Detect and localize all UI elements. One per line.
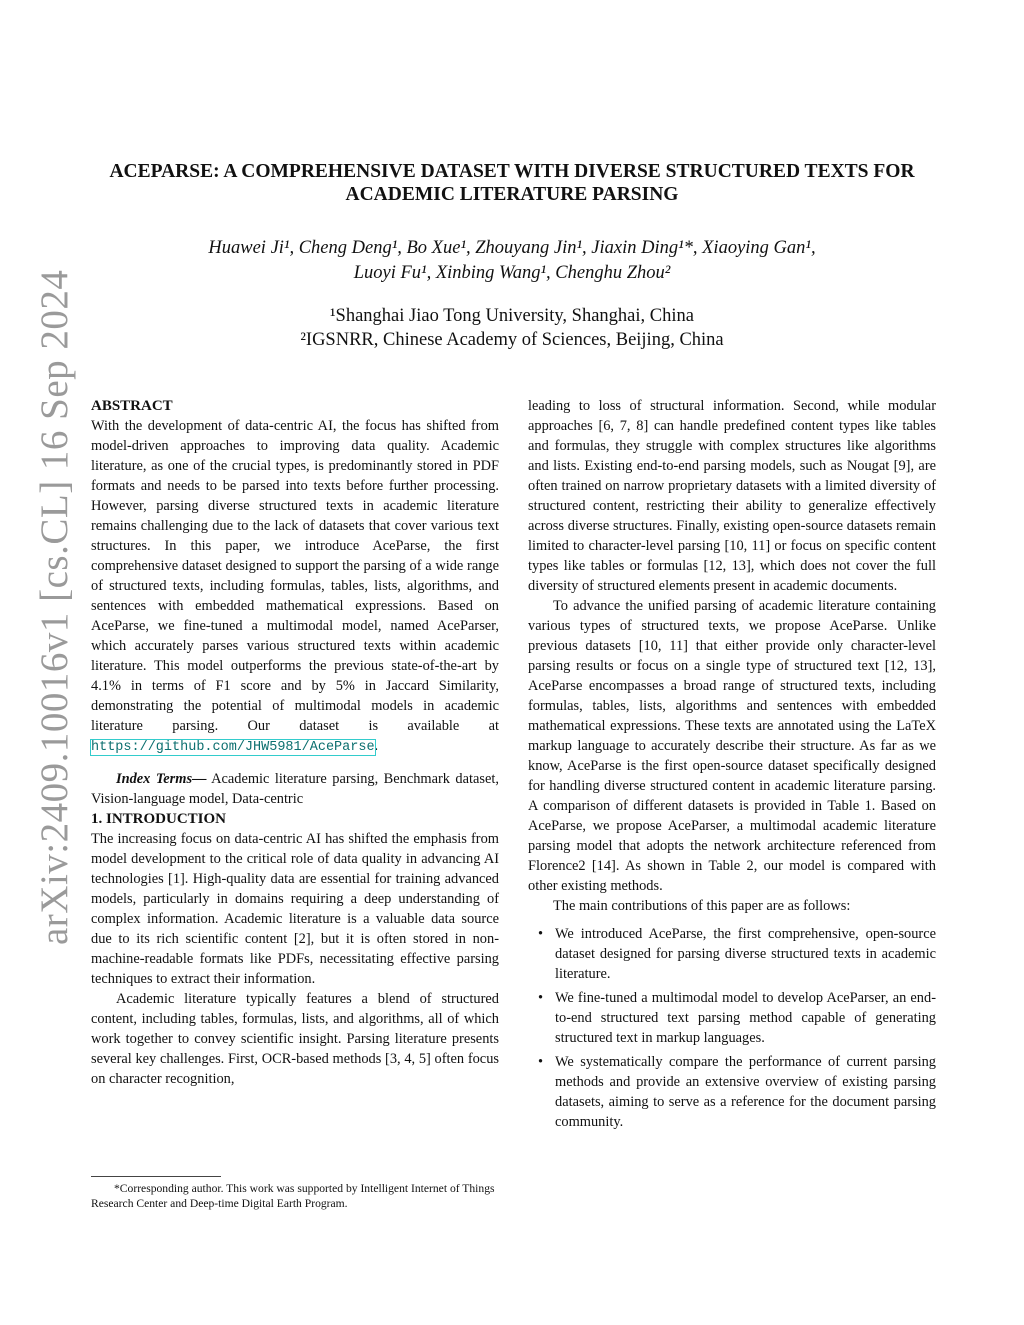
contributions-intro: The main contributions of this paper are as follows: [553,898,851,914]
affiliations [60,304,964,352]
right-column [528,396,936,1136]
abstract-text: With the development of data-centric AI, the focus has shifted from model-driven approaches to improving data quality. Academic literature, as one of the crucial types, is predominantly stored in PDF formats and needs to be parsed into texts before further processing. However, parsing diverse structured texts in academic literature remains challenging due to the lack of datasets that cover various text structures. In this paper, we introduce AceParse, the first comprehensive dataset designed to support the parsing of a wide range of structured texts, including formulas, tables, lists, algorithms, and sentences with embedded mathematical expressions. Based on AceParse, we fine-tuned a multimodal model, named AceParser, which accurately parses various structured texts within academic literature. This model outperforms the previous state-of-the-art by 4.1% in terms of F1 score and by 5% in Jaccard Similarity, demonstrating the potential of multimodal models in academic literature parsing. Our dataset is available at [91,418,499,734]
intro-paragraph-2: Academic literature typically features a blend of structured content, including tables, formulas, lists, and algorithms, all of which work together to convey scientific insight. Parsing literature presents several key challenges. First, OCR-based methods [3, 4, 5] often focus on character recognition, [91,991,499,1087]
arxiv-identifier: arXiv:2409.10016v1 [cs.CL] 16 Sep 2024 [33,269,76,945]
introduction-heading: 1. INTRODUCTION [91,811,227,827]
affiliation-1: ¹Shanghai Jiao Tong University, Shanghai, China [330,306,694,326]
list-item [528,1052,936,1132]
footnote [91,1176,499,1211]
affiliation-2: ²IGSNRR, Chinese Academy of Sciences, Beijing, China [300,330,724,350]
index-terms [91,769,499,809]
list-item-text: We systematically compare the performance of current parsing methods and provide an extensive overview of existing parsing datasets, aiming to serve as a reference for the document parsing community. [555,1054,936,1130]
authors-line-2: Luoyi Fu¹, Xinbing Wang¹, Chenghu Zhou² [353,263,671,283]
left-column [91,396,499,1089]
index-terms-label: Index Terms— [116,771,207,787]
bullet-icon: • [538,926,544,942]
abstract-link-suffix: . [374,738,379,754]
abstract-heading: ABSTRACT [91,398,173,414]
authors-line-1: Huawei Ji¹, Cheng Deng¹, Bo Xue¹, Zhouyang Jin¹, Jiaxin Ding¹*, Xiaoying Gan¹, [208,238,816,258]
right-paragraph-2: To advance the unified parsing of academic literature containing various types of structured texts, we propose AceParse. Unlike previous datasets [10, 11] that either provide only character-level parsing results or focus on a single type of structured text [12, 13], AceParse encompasses a broad range of structured texts, including formulas, tables, lists, algorithms and sentences with embedded mathematical expressions. These texts are annotated using the LaTeX markup language to accurately describe their structure. As far as we know, AceParse is the first open-source dataset specifically designed for handling diverse structured content in academic literature parsing. A comparison of different datasets is provided in Table 1. Based on AceParse, we propose AceParser, a multimodal academic literature parsing model that adopts the network architecture referenced from Florence2 [14]. As shown in Table 2, our model is compared with other existing methods. [528,598,936,894]
paper-title [60,160,964,206]
index-terms-text: Academic literature parsing, Benchmark dataset, Vision-language model, Data-centric [91,771,499,807]
abstract-body [91,416,499,758]
intro-paragraph-1: The increasing focus on data-centric AI has shifted the emphasis from model development to the critical role of data quality in advancing AI technologies [1]. High-quality data are essential for training advanced models, particularly in domains requiring a deep understanding of complex information. Academic literature is a valuable data source due to its rich scientific content [2], but it is often stored in non-machine-readable formats like PDFs, necessitating effective parsing techniques to extract their information. [91,831,499,987]
title-line-1: ACEPARSE: A COMPREHENSIVE DATASET WITH DIVERSE STRUCTURED TEXTS FOR [109,161,915,182]
dataset-link[interactable]: https://github.com/JHW5981/AceParse [91,740,375,755]
list-item-text: We fine-tuned a multimodal model to develop AceParser, an end-to-end structured text parsing method capable of generating structured text in markup languages. [555,990,936,1046]
list-item [528,924,936,984]
list-item [528,988,936,1048]
footnote-text: *Corresponding author. This work was supported by Intelligent Internet of Things Research Center and Deep-time Digital Earth Program. [91,1182,495,1210]
author-list [60,236,964,286]
contributions-list [528,924,936,1132]
footnote-divider [91,1176,221,1177]
right-paragraph-1: leading to loss of structural information. Second, while modular approaches [6, 7, 8] can handle predefined content types like tables and formulas, they struggle with complex structures like algorithms and lists. Existing end-to-end parsing models, such as Nougat [9], are often trained on narrow proprietary datasets with a limited diversity of structured content, restricting their ability to generalize effectively across diverse structures. Finally, existing open-source datasets remain limited to character-level parsing [10, 11] or focus on specific content types like tables or formulas [12, 13], which does not cover the full diversity of structured elements present in academic documents. [528,398,936,594]
title-line-2: ACADEMIC LITERATURE PARSING [345,184,679,205]
bullet-icon: • [538,990,544,1006]
bullet-icon: • [538,1054,544,1070]
list-item-text: We introduced AceParse, the first comprehensive, open-source dataset designed for parsing diverse structured texts in academic literature. [555,926,936,982]
